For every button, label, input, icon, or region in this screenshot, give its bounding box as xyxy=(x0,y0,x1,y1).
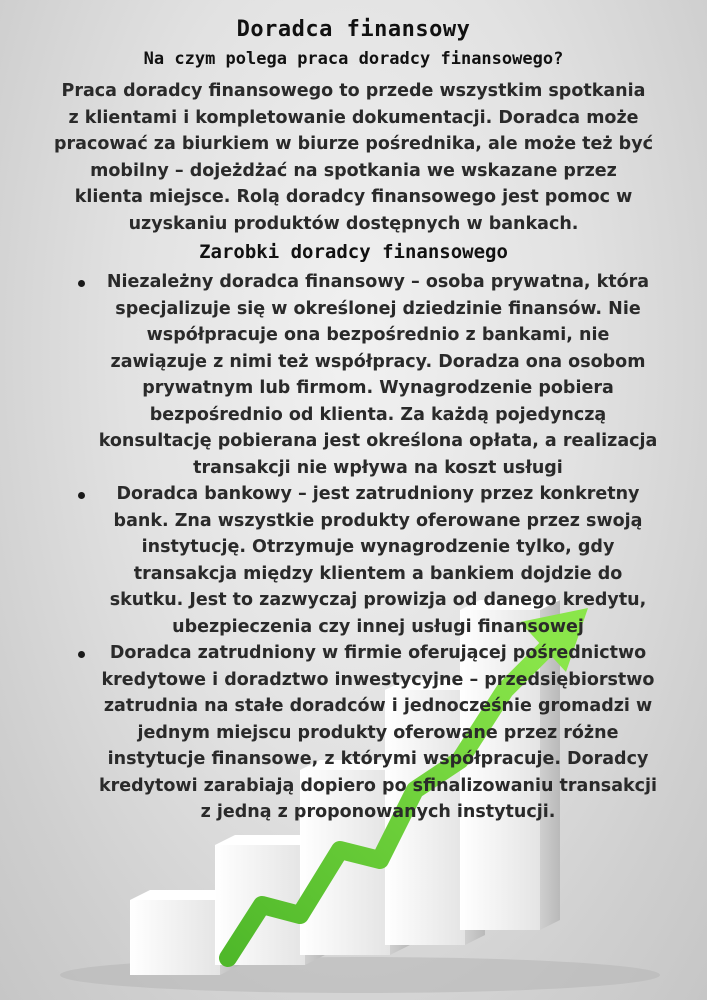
page-title: Doradca finansowy xyxy=(236,17,471,42)
list-item xyxy=(0,269,707,481)
list-item-text: Doradca bankowy – jest zatrudniony przez konkretny bank. Zna wszystkie produkty oferowane przez swoją instytucję. Otrzymuje wynagrodzenie tylko, gdy transakcja między klientem a bankiem dojdzie do skutku. Jest to zazwyczaj prowizja od danego kredytu, ubezpieczenia czy innej usługi finansowej xyxy=(109,484,647,637)
bullet-icon xyxy=(78,280,85,287)
list-item xyxy=(0,640,707,826)
section-heading: Zarobki doradcy finansowego xyxy=(199,241,508,263)
bullet-list xyxy=(0,269,707,826)
list-item xyxy=(0,481,707,640)
list-item-text: Niezależny doradca finansowy – osoba prywatna, która specjalizuje się w określonej dziedzinie finansów. Nie współpracuje ona bezpośrednio z bankami, nie zawiązuje z nimi też współpracy. Doradza ona osobom prywatnym lub firmom. Wynagrodzenie pobiera bezpośrednio od klienta. Za każdą pojedynczą konsultację pobierana jest określona opłata, a realizacja transakcji nie wpływa na koszt usługi xyxy=(98,272,658,478)
bullet-icon xyxy=(78,492,85,499)
page-subtitle: Na czym polega praca doradcy finansowego? xyxy=(143,49,564,69)
intro-paragraph: Praca doradcy finansowego to przede wszystkim spotkania z klientami i kompletowanie dokumentacji. Doradca może pracować za biurkiem w biurze pośrednika, ale może też być mobilny – dojeżdżać na spotkania we wskazane przez klienta miejsce. Rolą doradcy finansowego jest pomoc w uzyskaniu produktów dostępnych w bankach. xyxy=(54,81,653,234)
bullet-icon xyxy=(78,651,85,658)
list-item-text: Doradca zatrudniony w firmie oferującej pośrednictwo kredytowe i doradztwo inwestycyjne – przedsiębiorstwo zatrudnia na stałe doradców i jednocześnie gromadzi w jednym miejscu produkty oferowane przez różne instytucje finansowe, z którymi współpracuje. Doradcy kredytowi zarabiają dopiero po sfinalizowaniu transakcji z jedną z proponowanych instytucji. xyxy=(98,643,658,822)
